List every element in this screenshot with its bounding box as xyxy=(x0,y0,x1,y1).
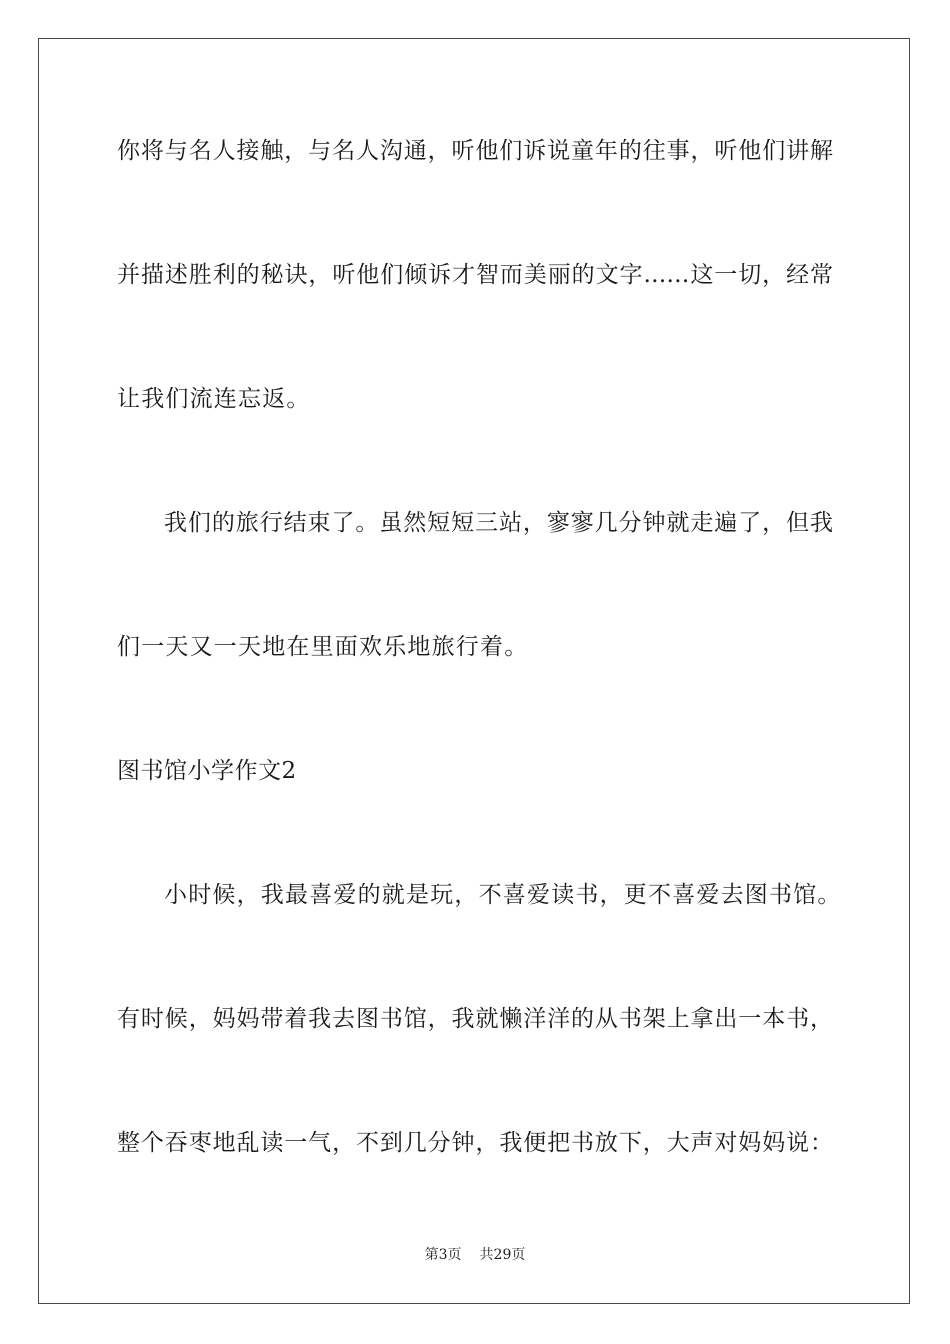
paragraph-line: 小时候，我最喜爱的就是玩，不喜爱读书，更不喜爱去图书馆。 xyxy=(164,882,842,908)
page-border xyxy=(38,38,910,1304)
paragraph-line: 我们的旅行结束了。虽然短短三站，寥寥几分钟就走遍了，但我 xyxy=(164,510,833,536)
paragraph-line: 有时候，妈妈带着我去图书馆，我就懒洋洋的从书架上拿出一本书， xyxy=(117,1006,833,1032)
page-number: 第3页 xyxy=(424,1247,462,1263)
page-total: 共29页 xyxy=(479,1247,526,1263)
paragraph-line: 并描述胜利的秘诀，听他们倾诉才智而美丽的文字……这一切，经常 xyxy=(117,262,833,288)
paragraph-line: 们一天又一天地在里面欢乐地旅行着。 xyxy=(117,634,529,660)
page-footer xyxy=(0,1246,950,1264)
paragraph-line: 让我们流连忘返。 xyxy=(117,386,311,412)
paragraph-line: 你将与名人接触，与名人沟通，听他们诉说童年的往事，听他们讲解 xyxy=(117,138,833,164)
paragraph-line: 整个吞枣地乱读一气，不到几分钟，我便把书放下，大声对妈妈说： xyxy=(117,1130,833,1156)
section-heading: 图书馆小学作文2 xyxy=(117,758,297,784)
